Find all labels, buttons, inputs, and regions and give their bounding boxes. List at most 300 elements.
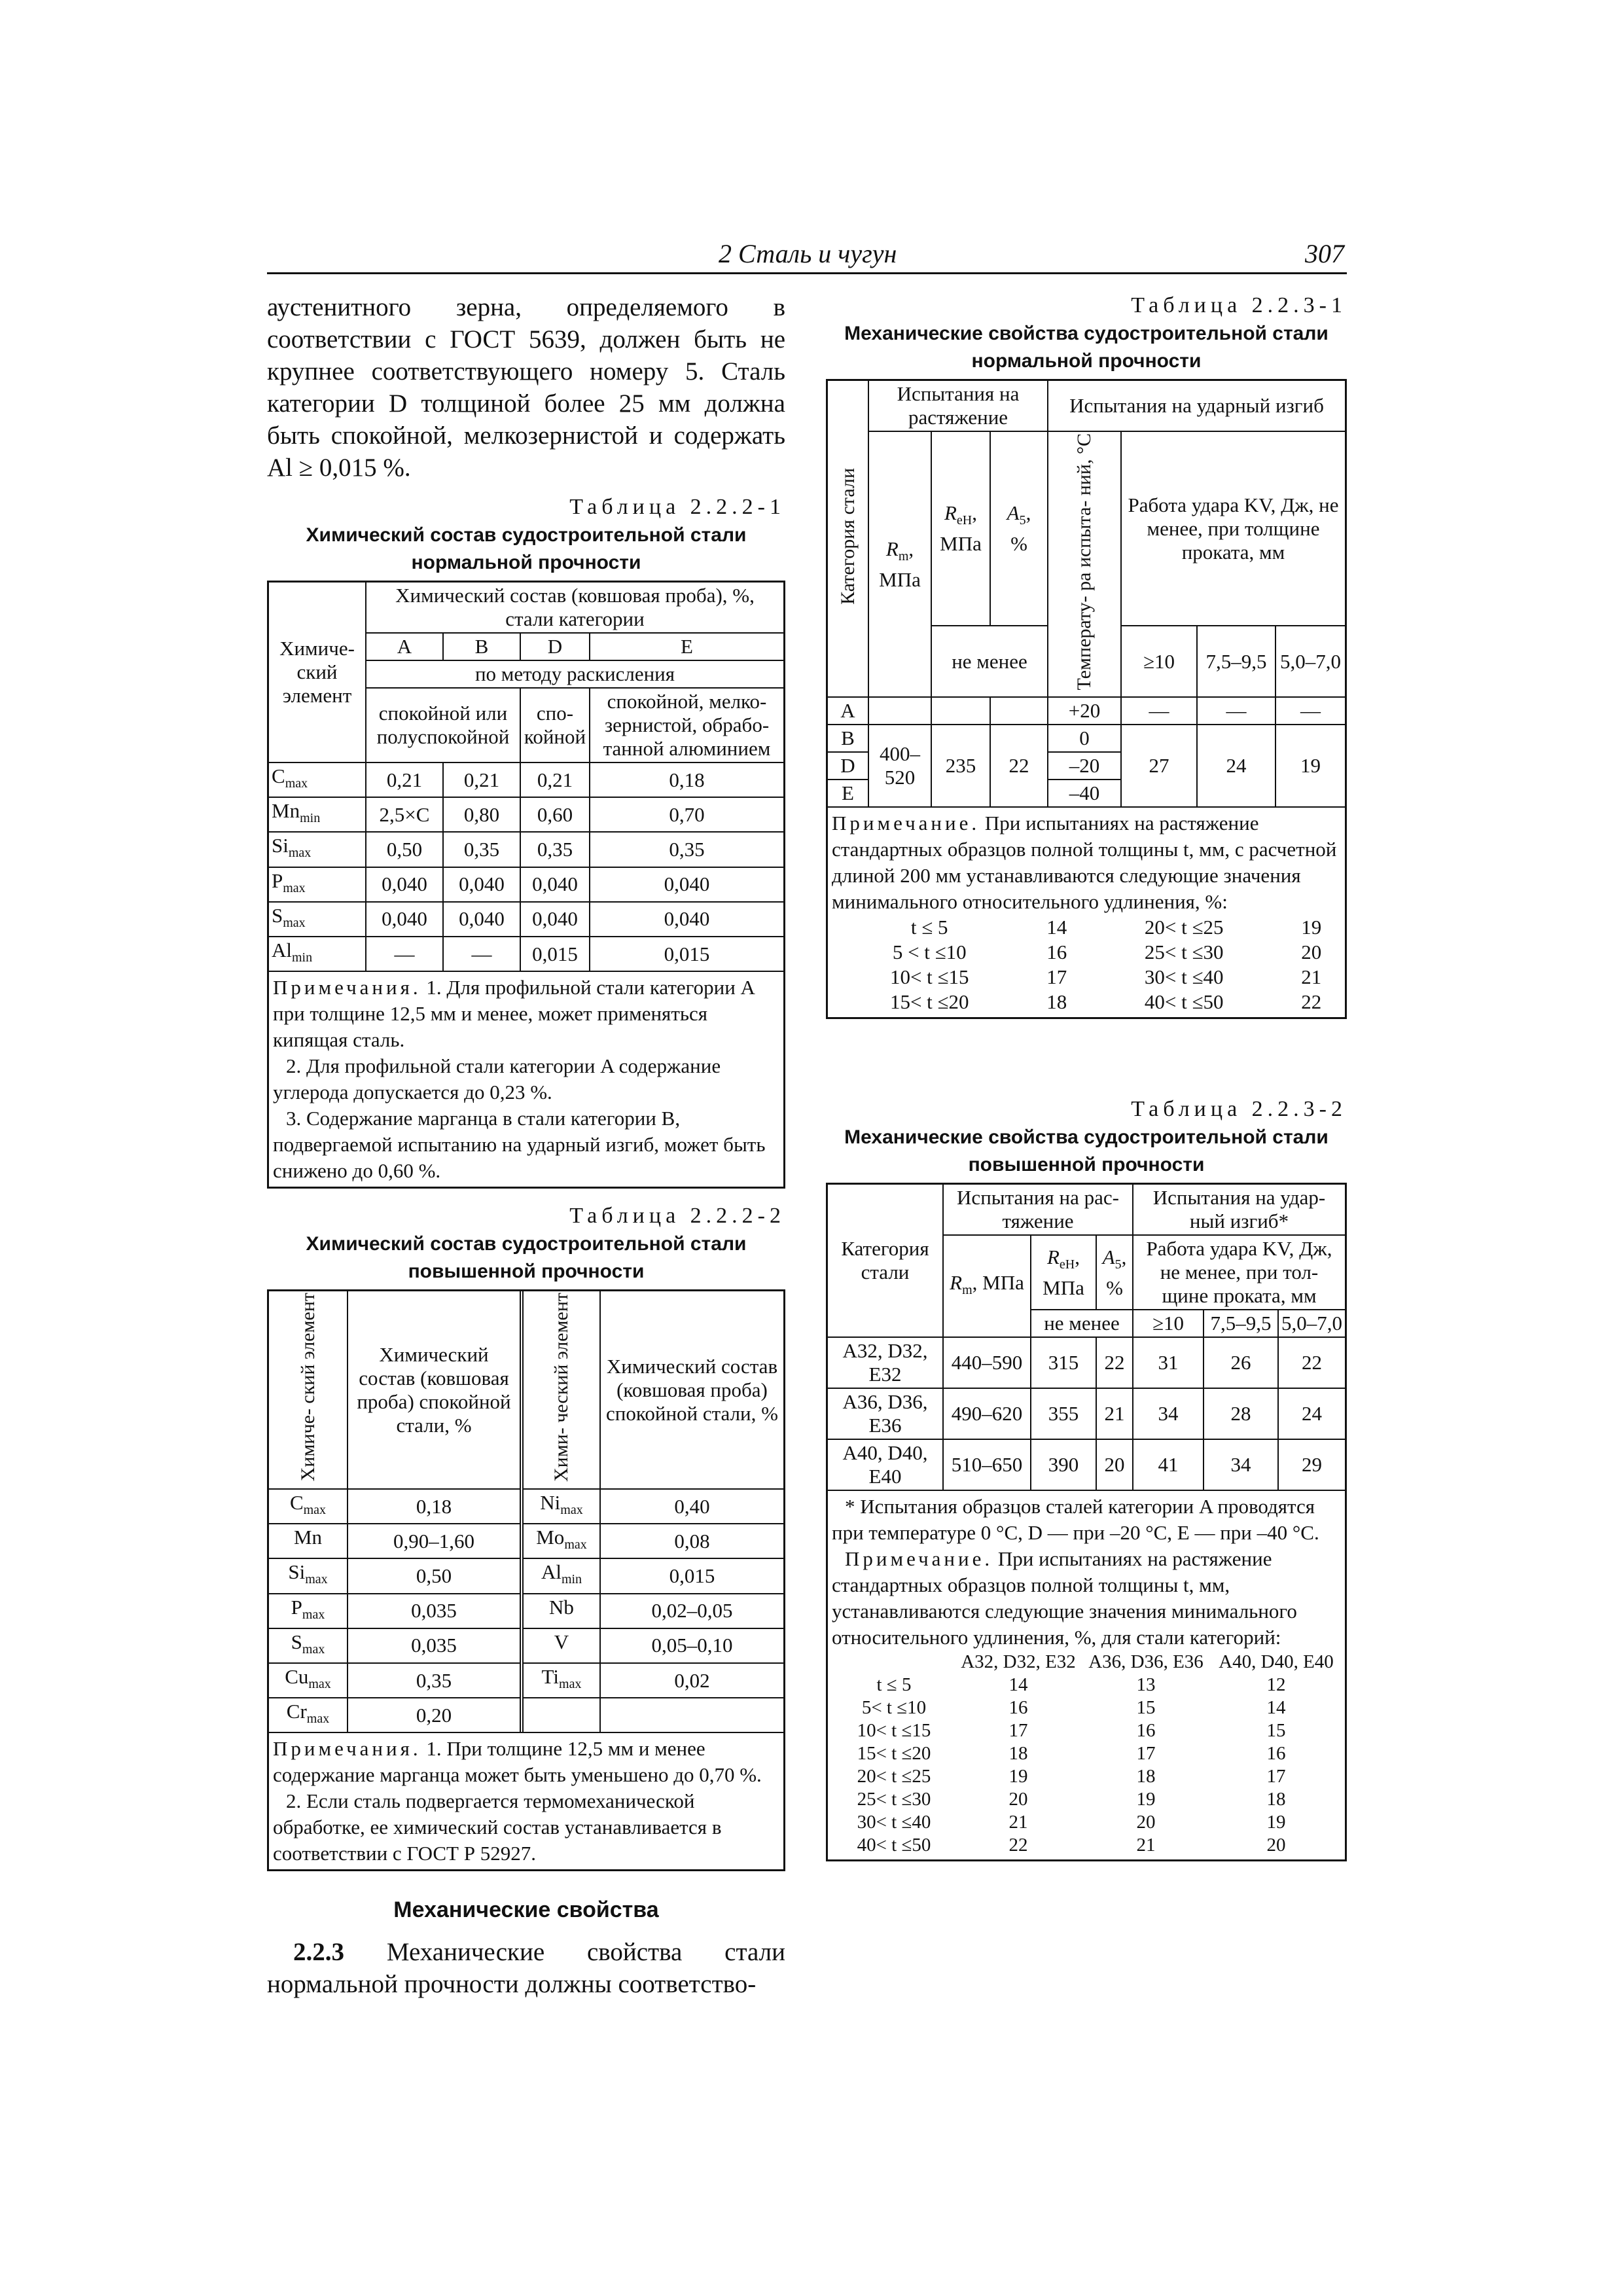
elongation-value: 17 [1046,965,1067,989]
header-title: 2 Сталь и чугун [719,239,897,268]
table-2-2-2-2-label: Таблица 2.2.2-2 [569,1204,785,1229]
elongation-value: 16 [1008,1697,1028,1719]
header-a5: $A_5$, % [990,431,1048,626]
header-cat-e: E [590,633,783,660]
elongation-row [832,1696,1341,1719]
thickness-range: 5 < t ≤10 [892,941,967,964]
category-cell: A32, D32, E32 [828,1337,943,1388]
category-cell: B [828,725,868,752]
element-cell [269,832,366,867]
table-2-2-2-1-notes [269,971,783,1187]
thickness-range: 20< t ≤25 [857,1766,931,1787]
clause-paragraph [267,1936,785,2000]
elongation-value: 12 [1266,1674,1286,1696]
value-cell: 0,80 [443,797,520,832]
table-row [269,902,783,937]
element-cell [269,1524,348,1558]
table-2-2-2-2-notes [269,1732,783,1869]
kv-value: 31 [1133,1337,1204,1388]
note: При испытаниях на растяжение стандартных образцов полной толщины t, мм, с расчетной длиной 200 мм устанавливаются следующие значения минимального относительного удлинения, %: [832,812,1337,914]
reh-empty [931,697,990,725]
reh-sub: eH [1059,1257,1075,1272]
table-2-2-3-2 [826,1183,1347,1861]
elongation-value: 15 [1136,1697,1156,1719]
notes-title: Примечания. [273,976,421,999]
a5-value: 22 [990,725,1048,806]
elongation-value: 19 [1008,1766,1028,1787]
elongation-value: 20 [1266,1835,1286,1856]
table-2-2-3-2-label: Таблица 2.2.3-2 [1131,1097,1347,1122]
header-rm: $R_m$, МПа [868,431,931,697]
elong-header-blank [832,1651,956,1674]
table-row [269,832,783,867]
elongation-value: 14 [1046,916,1067,939]
element-cell [269,1489,348,1524]
temperature-cell: 0 [1048,725,1121,752]
thickness-range: 30< t ≤40 [857,1812,931,1833]
elongation-value: 21 [1008,1812,1028,1833]
elongation-value: 18 [1008,1743,1028,1765]
header-reh: $R_{eH}$, МПа [1031,1235,1096,1310]
header-thickness-2: 7,5–9,5 [1204,1310,1278,1337]
element-cell [522,1628,600,1663]
header-method: по методу раскисления [366,660,783,688]
value-cell: 0,50 [348,1558,522,1593]
element-cell [269,1663,348,1698]
elongation-row [832,915,1341,940]
reh-unit: МПа [940,532,982,556]
elongation-row [832,1674,1341,1696]
element-subscript: max [302,1642,325,1657]
value-cell: 2,5×C [366,797,443,832]
elongation-value: 18 [1046,990,1067,1014]
elongation-row [832,1765,1341,1788]
rm-value: 490–620 [943,1388,1031,1439]
element-cell [269,902,366,937]
element-subscript: max [560,1503,583,1518]
note-2: 2. Для профильной стали категории A содержание углерода допускается до 0,23 %. [273,1054,721,1104]
elongation-value: 19 [1301,916,1322,939]
element-symbol: Ti [541,1665,560,1689]
rm-sub: m [898,548,909,564]
value-cell: 0,035 [348,1594,522,1628]
elongation-body [832,1674,1341,1857]
clause-number: 2.2.3 [293,1938,344,1967]
table-2-2-3-2-body [828,1337,1345,1490]
element-symbol: Cu [285,1665,309,1689]
element-symbol: Mn [293,1526,323,1549]
value-cell: 0,35 [590,832,783,867]
value-cell: 0,35 [348,1663,522,1698]
table-row [269,1628,783,1663]
element-cell [269,762,366,797]
thickness-range: t ≤ 5 [876,1674,912,1696]
header-a5: $A_5$, % [1096,1235,1133,1310]
value-cell: 0,015 [590,937,783,971]
a5-empty [990,697,1048,725]
notes-title: Примечание. [845,1547,993,1571]
table-2-2-2-2-body [269,1489,783,1732]
element-symbol: Si [288,1560,306,1584]
value-cell: 0,18 [590,762,783,797]
value-cell: 0,040 [443,902,520,937]
a5-value: 20 [1096,1439,1133,1490]
table-2-2-3-1-notes [828,806,1345,1017]
elongation-value: 22 [1301,990,1322,1014]
elongation-value: 20 [1008,1789,1028,1810]
kv-value: 28 [1204,1388,1278,1439]
header-impact: Испытания на удар- ный изгиб* [1133,1185,1345,1235]
element-cell [522,1558,600,1593]
thickness-range: 40< t ≤50 [857,1835,931,1856]
value-cell: 0,21 [443,762,520,797]
element-subscript: max [302,1607,325,1622]
elongation-value: 16 [1136,1720,1156,1742]
element-subscript: min [292,950,313,965]
table-2-2-3-2-notes [828,1490,1345,1859]
value-cell: 0,035 [348,1628,522,1663]
header-temperature: Температу- ра испыта- ний, °C [1073,433,1095,691]
element-cell [522,1594,600,1628]
element-subscript: max [285,776,308,791]
table-2-2-3-1-label: Таблица 2.2.3-1 [1131,293,1347,317]
table-row [269,1489,783,1524]
note-1: 1. Для профильной стали категории A при толщине 12,5 мм и менее, может применяться кипящая сталь. [273,976,755,1052]
element-symbol: C [272,764,285,787]
category-cell: A36, D36, E36 [828,1388,943,1439]
rm-value: 400– 520 [868,725,931,806]
element-cell [269,1558,348,1593]
thickness-range: 10< t ≤15 [889,965,969,989]
header-cat-a: A [366,633,443,660]
notes-title: Примечания. [273,1737,421,1761]
value-cell: 0,70 [590,797,783,832]
element-symbol: Mo [536,1526,565,1549]
rm-value: 440–590 [943,1337,1031,1388]
table-row [828,1439,1345,1490]
element-cell [269,937,366,971]
elongation-row [832,1811,1341,1834]
table-row [269,1594,783,1628]
note-3: 3. Содержание марганца в стали категории B, подвергаемой испытанию на ударный изгиб, может быть снижено до 0,60 %. [273,1107,766,1183]
element-cell [269,1698,348,1732]
table-row [269,1698,783,1732]
value-cell: — [443,937,520,971]
table-row [269,762,783,797]
elongation-value: 14 [1266,1697,1286,1719]
elongation-table [832,1651,1341,1857]
element-symbol: Mn [272,799,300,823]
elongation-row [832,940,1341,965]
reh-value: 235 [931,725,990,806]
thickness-range: 15< t ≤20 [889,990,969,1014]
elongation-value: 22 [1008,1835,1028,1856]
table-2-2-2-2-caption: Химический состав судостроительной стали повышенной прочности [306,1233,747,1283]
page-number: 307 [1305,239,1344,268]
element-subscript: max [303,1503,327,1518]
elongation-value: 16 [1266,1743,1286,1765]
kv-value: 24 [1197,725,1275,806]
header-cat-b: B [443,633,520,660]
table-row [269,937,783,971]
a5-symbol: A [1102,1245,1115,1268]
value-cell: 0,040 [590,867,783,902]
element-subscript: max [559,1677,582,1692]
element-cell [522,1698,600,1732]
element-subscript: max [306,1712,330,1727]
value-cell: 0,015 [520,937,590,971]
elong-header-1: A32, D32, E32 [961,1651,1076,1673]
header-reh: $R_{eH}$, МПа [931,431,990,626]
kv-value: 29 [1278,1439,1345,1490]
note: При испытаниях на растяжение стандартных образцов полной толщины t, мм, устанавливаются следующие значения минимального относительного удлинения, %, для стали категорий: [832,1547,1297,1649]
temperature-cell: +20 [1048,697,1121,725]
header-min: не менее [931,626,1048,697]
elongation-value: 15 [1266,1720,1286,1742]
element-cell [269,1628,348,1663]
table-2-2-3-1 [826,379,1347,1019]
a5-symbol: A [1007,501,1020,524]
kv-value: 26 [1204,1337,1278,1388]
kv-cell: — [1121,697,1197,725]
thickness-range: 25< t ≤30 [857,1789,931,1810]
header-composition-2: Химический состав (ковшовая проба) спокойной стали, % [600,1291,783,1489]
table-2-2-3-1-caption: Механические свойства судостроительной стали нормальной прочности [844,323,1329,372]
elongation-row [832,1719,1341,1742]
header-work: Работа удара KV, Дж, не менее, при тол- щине проката, мм [1133,1235,1345,1310]
header-min: не менее [1031,1310,1133,1337]
elongation-row [832,965,1341,990]
reh-value: 315 [1031,1337,1096,1388]
element-symbol: Si [272,834,289,857]
table-row [269,1663,783,1698]
element-symbol: V [554,1630,569,1653]
category-cell: D [828,752,868,780]
value-cell: 0,02–0,05 [600,1594,783,1628]
elongation-value: 21 [1136,1835,1156,1856]
elongation-value: 19 [1266,1812,1286,1833]
elongation-value: 14 [1008,1674,1028,1696]
value-cell: 0,040 [366,902,443,937]
rm-symbol: R [885,537,899,560]
elongation-value: 17 [1136,1743,1156,1765]
thickness-range: 10< t ≤15 [857,1720,931,1742]
rm-value: 510–650 [943,1439,1031,1490]
table-row [828,1337,1345,1388]
header-impact: Испытания на ударный изгиб [1048,381,1345,431]
element-cell [522,1663,600,1698]
value-cell: 0,20 [348,1698,522,1732]
elongation-value: 19 [1136,1789,1156,1810]
element-symbol: P [272,869,283,892]
kv-value: 19 [1275,725,1345,806]
rm-unit: , МПа [972,1270,1024,1294]
reh-unit: МПа [1043,1276,1084,1300]
element-subscript: min [561,1572,582,1587]
category-cell: E [828,780,868,806]
thickness-range: 20< t ≤25 [1144,916,1224,939]
kv-value: 24 [1278,1388,1345,1439]
header-element: Химиче- ский элемент [269,583,366,762]
elongation-body [832,915,1341,1014]
header-rm [943,1235,1031,1337]
table-2-2-2-2 [267,1289,785,1871]
header-cat-d: D [520,633,590,660]
element-subscript: max [564,1537,587,1552]
kv-value: 34 [1204,1439,1278,1490]
kv-value: 27 [1121,725,1197,806]
elongation-value: 18 [1136,1766,1156,1787]
element-symbol: Al [541,1560,562,1584]
element-cell [269,797,366,832]
element-subscript: max [308,1677,331,1692]
header-thickness-2: 7,5–9,5 [1197,626,1275,697]
a5-value: 21 [1096,1388,1133,1439]
element-subscript: max [288,846,312,861]
table-2-2-3-2-caption: Механические свойства судостроительной стали повышенной прочности [844,1126,1329,1176]
table-2-2-2-1-caption: Химический состав судостроительной стали нормальной прочности [306,524,747,573]
elongation-value: 21 [1301,965,1322,989]
temperature-cell: –20 [1048,752,1121,780]
section-title: Механические свойства [393,1897,659,1923]
note-2: 2. Если сталь подвергается термомеханической обработке, ее химический состав устанавливается в соответствии с ГОСТ Р 52927. [273,1789,722,1865]
element-symbol: P [291,1595,302,1619]
elongation-value: 17 [1008,1720,1028,1742]
value-cell: 0,02 [600,1663,783,1698]
thickness-range: 25< t ≤30 [1144,941,1224,964]
left-column [267,291,785,2000]
header-thickness-3: 5,0–7,0 [1278,1310,1345,1337]
table-2-2-2-1-grid [269,583,783,971]
category-cell: A40, D40, E40 [828,1439,943,1490]
element-subscript: min [300,811,321,826]
elongation-value: 18 [1266,1789,1286,1810]
value-cell: 0,40 [600,1489,783,1524]
element-symbol: Nb [549,1595,574,1619]
a5-value: 22 [1096,1337,1133,1388]
table-row [269,867,783,902]
header-method-e: спокойной, мелко- зернистой, обрабо- танной алюминием [590,688,783,762]
kv-value: 34 [1133,1388,1204,1439]
header-category: Категория стали [836,467,859,605]
kv-value: 22 [1278,1337,1345,1388]
right-column [826,291,1347,1861]
rm-symbol: R [950,1270,963,1294]
header-tension: Испытания на растяжение [868,381,1048,431]
rm-unit: МПа [879,567,921,591]
header-method-d: спо- койной [520,688,590,762]
element-symbol: C [289,1491,304,1515]
header-thickness-1: ≥10 [1121,626,1197,697]
a5-sub: 5 [1115,1257,1122,1272]
element-symbol: Cr [286,1700,307,1723]
element-symbol: Al [272,938,292,961]
notes-title: Примечание. [832,812,980,835]
intro-paragraph: аустенитного зерна, определяемого в соответствии с ГОСТ 5639, должен быть не крупнее соответствующего номеру 5. Сталь категории D толщиной более 25 мм должна быть спокойной, мелкозернистой и содержать Al ≥ 0,015 %. [267,293,785,482]
thickness-range: 15< t ≤20 [857,1743,931,1765]
table-row [269,797,783,832]
value-cell: 0,040 [366,867,443,902]
element-symbol: Ni [540,1491,561,1515]
element-cell [269,867,366,902]
kv-value: 41 [1133,1439,1204,1490]
value-cell: 0,015 [600,1558,783,1593]
element-cell [522,1489,600,1524]
elongation-value: 16 [1046,941,1067,964]
element-cell [522,1524,600,1558]
thickness-range: 5< t ≤10 [861,1697,927,1719]
header-thickness-1: ≥10 [1133,1310,1204,1337]
table-2-2-3-1-grid [828,381,1345,806]
table-2-2-2-1 [267,581,785,1189]
element-symbol: S [272,903,283,927]
a5-unit: % [1010,532,1027,556]
value-cell: 0,35 [520,832,590,867]
header-thickness-3: 5,0–7,0 [1275,626,1345,697]
elongation-row [832,1788,1341,1811]
thickness-range: 40< t ≤50 [1144,990,1224,1014]
value-cell: — [366,937,443,971]
table-2-2-3-2-grid [828,1185,1345,1490]
header-composition-1: Химический состав (ковшовая проба) спокойной стали, % [348,1291,522,1489]
reh-symbol: R [944,501,957,524]
elongation-row [832,990,1341,1014]
header-element-1: Химиче- ский элемент [296,1293,319,1482]
elongation-table [832,915,1341,1014]
element-symbol: S [291,1630,302,1653]
value-cell: 0,18 [348,1489,522,1524]
rm-empty [868,697,931,725]
a5-sub: 5 [1019,513,1026,528]
value-cell: 0,05–0,10 [600,1628,783,1663]
header-tension: Испытания на рас- тяжение [943,1185,1133,1235]
running-header [267,236,1347,274]
element-cell [269,1594,348,1628]
value-cell [600,1698,783,1732]
value-cell: 0,90–1,60 [348,1524,522,1558]
kv-cell: — [1197,697,1275,725]
reh-value: 390 [1031,1439,1096,1490]
element-subscript: max [305,1572,328,1587]
value-cell: 0,040 [520,867,590,902]
elongation-value: 17 [1266,1766,1286,1787]
table-row [269,1558,783,1593]
header-method-ab: спокойной или полуспокойной [366,688,520,762]
thickness-range: t ≤ 5 [910,916,948,939]
elongation-value: 20 [1136,1812,1156,1833]
a5-unit: % [1106,1276,1123,1300]
element-subscript: max [283,880,306,895]
elongation-value: 13 [1136,1674,1156,1696]
kv-cell: — [1275,697,1345,725]
elongation-row [832,1742,1341,1765]
value-cell: 0,08 [600,1524,783,1558]
header-element-2: Хими- ческий элемент [550,1293,572,1482]
thickness-range: 30< t ≤40 [1144,965,1224,989]
header-work: Работа удара KV, Дж, не менее, при толщине проката, мм [1121,431,1345,626]
value-cell: 0,040 [590,902,783,937]
clause-text: Механические свойства стали нормальной прочности должны соответство- [267,1938,785,1999]
note-1: 1. При толщине 12,5 мм и менее содержание марганца может быть уменьшено до 0,70 %. [273,1737,762,1787]
reh-value: 355 [1031,1388,1096,1439]
header-category: Категория стали [828,1185,943,1337]
elongation-value: 20 [1301,941,1322,964]
value-cell: 0,60 [520,797,590,832]
table-row [828,1388,1345,1439]
category-cell: A [828,697,868,725]
table-2-2-2-1-label: Таблица 2.2.2-1 [569,495,785,519]
reh-symbol: R [1046,1245,1060,1268]
